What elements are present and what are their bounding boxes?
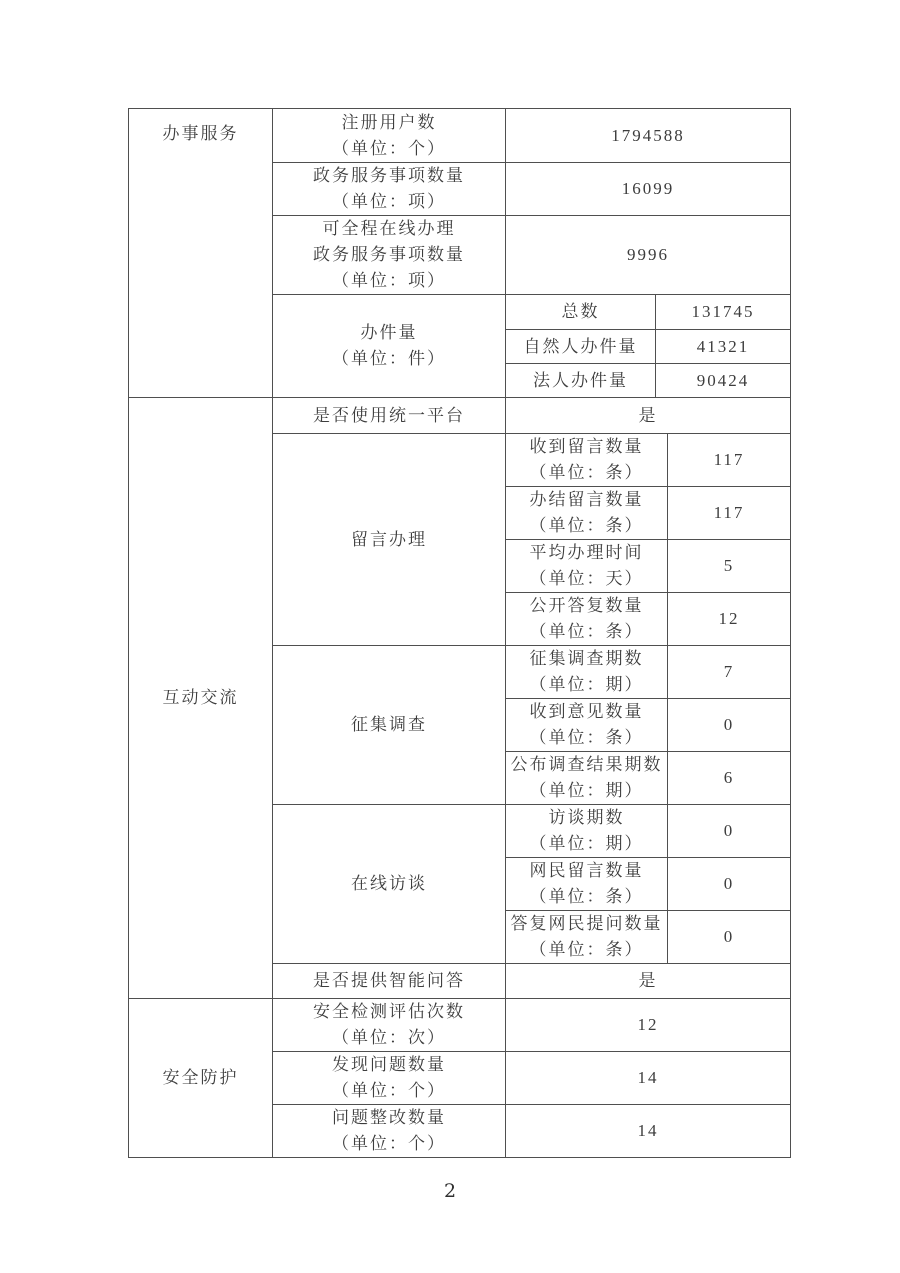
value-unified-platform: 是 [506,398,791,434]
value-interviews-messages: 0 [668,858,791,911]
unit-line: （单位：天） [529,569,644,589]
value-messages-completed: 117 [668,487,791,540]
table-row [129,109,791,163]
sublabel-messages-received [506,434,668,487]
value-online-items: 9996 [506,216,791,295]
unit-line: （单位：个） [332,1134,446,1154]
label-line: 征集调查期数 [529,649,644,669]
table-row [129,398,791,434]
unit-line: （单位：条） [529,463,644,483]
unit-line: （单位：次） [332,1028,446,1048]
unit-line: （单位：条） [529,622,644,642]
value-interviews-periods: 0 [668,805,791,858]
unit-line: （单位：个） [332,1081,446,1101]
label-registered-users [273,109,506,163]
unit-line: （单位：期） [529,834,644,854]
label-service-items [273,163,506,216]
value-transactions-natural: 41321 [656,330,791,364]
unit-line: （单位：条） [529,728,644,748]
label-line: 收到意见数量 [529,702,644,722]
unit-line: （单位：项） [332,271,446,291]
group-cell-security [129,999,273,1158]
value-surveys-periods: 7 [668,646,791,699]
label-line: 问题整改数量 [332,1108,446,1128]
sublabel-messages-avg-time [506,540,668,593]
label-online-items [273,216,506,295]
value-problems-fixed: 14 [506,1105,791,1158]
label-unified-platform: 是否使用统一平台 [273,398,506,434]
unit-line: （单位：条） [529,940,644,960]
value-surveys-opinions: 0 [668,699,791,752]
sublabel-interviews-replies [506,911,668,964]
label-line: 办件量 [360,323,418,343]
label-messages: 留言办理 [273,434,506,646]
label-line: 平均办理时间 [529,543,644,563]
sublabel-messages-public-replies [506,593,668,646]
label-surveys: 征集调查 [273,646,506,805]
value-problems-found: 14 [506,1052,791,1105]
report-table [128,108,791,1158]
unit-line: （单位：个） [332,138,446,159]
value-service-items: 16099 [506,163,791,216]
label-line: 发现问题数量 [332,1055,446,1075]
sublabel-surveys-published [506,752,668,805]
value-interviews-replies: 0 [668,911,791,964]
value-transactions-total: 131745 [656,295,791,330]
label-line: 收到留言数量 [529,437,644,457]
value-transactions-legal: 90424 [656,364,791,398]
page-number: 2 [443,1180,457,1202]
value-assessments: 12 [506,999,791,1052]
label-smart-qa: 是否提供智能问答 [273,964,506,999]
value-messages-public-replies: 12 [668,593,791,646]
label-problems-found [273,1052,506,1105]
label-line: 可全程在线办理 [322,219,456,239]
sublabel-surveys-periods [506,646,668,699]
table-row [129,999,791,1052]
value-messages-received: 117 [668,434,791,487]
label-transactions [273,295,506,398]
unit-line: （单位：期） [529,675,644,695]
label-line: 注册用户数 [341,112,437,133]
group-label-service: 办事服务 [162,124,239,144]
label-problems-fixed [273,1105,506,1158]
unit-line: （单位：条） [529,887,644,907]
label-line: 答复网民提问数量 [510,914,663,934]
label-line: 访谈期数 [548,808,625,828]
label-interviews: 在线访谈 [273,805,506,964]
label-line: 办结留言数量 [529,490,644,510]
sublabel-transactions-natural: 自然人办件量 [506,330,656,364]
value-surveys-published: 6 [668,752,791,805]
group-cell-interaction [129,398,273,999]
value-messages-avg-time: 5 [668,540,791,593]
unit-line: （单位：条） [529,516,644,536]
group-label-security: 安全防护 [162,1068,239,1088]
unit-line: （单位：件） [332,349,446,369]
label-assessments [273,999,506,1052]
label-line: 公布调查结果期数 [510,755,663,775]
value-registered-users: 1794588 [506,109,791,163]
sublabel-surveys-opinions [506,699,668,752]
sublabel-messages-completed [506,487,668,540]
value-smart-qa: 是 [506,964,791,999]
group-label-interaction: 互动交流 [162,688,239,708]
label-line: 政务服务事项数量 [313,166,465,186]
unit-line: （单位：项） [332,192,446,212]
sublabel-transactions-legal: 法人办件量 [506,364,656,398]
unit-line: （单位：期） [529,781,644,801]
group-cell-service [129,109,273,398]
sublabel-interviews-messages [506,858,668,911]
sublabel-interviews-periods [506,805,668,858]
label-line: 公开答复数量 [529,596,644,616]
sublabel-transactions-total: 总数 [506,295,656,330]
label-line: 网民留言数量 [529,861,644,881]
label-line: 政务服务事项数量 [313,245,465,265]
label-line: 安全检测评估次数 [313,1002,465,1022]
